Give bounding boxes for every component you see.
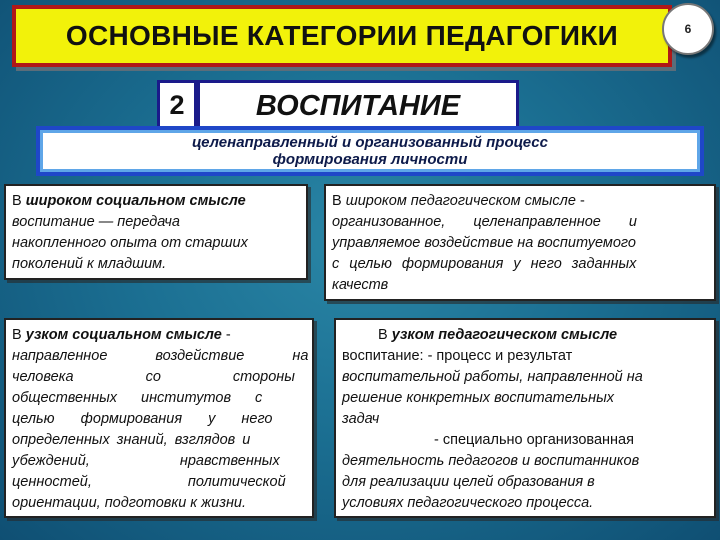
card-line: человека со стороны <box>12 369 295 385</box>
page-number-badge: 6 <box>662 3 714 55</box>
card-line: воспитательной работы, направленной на <box>342 369 643 385</box>
slide-title: ОСНОВНЫЕ КАТЕГОРИИ ПЕДАГОГИКИ <box>65 20 619 51</box>
card-line: деятельность педагогов и воспитанников <box>342 453 640 469</box>
card-line: накопленного опыта от старших <box>12 235 248 251</box>
card-line: для реализации целей образования в <box>342 474 595 490</box>
card-line: воспитание: - процесс и результат <box>342 348 573 364</box>
card-line: задач <box>342 411 380 427</box>
card-line: решение конкретных воспитательных <box>342 390 615 406</box>
card-line: В широком педагогическом смысле - <box>332 193 585 209</box>
section-title: ВОСПИТАНИЕ <box>197 80 519 130</box>
card-line: целью формирования у него <box>12 411 273 427</box>
card-line: определенных знаний, взглядов и <box>12 432 251 448</box>
section-number: 2 <box>157 80 197 130</box>
card-line: В узком социальном смысле - <box>12 327 231 343</box>
card-line: убеждений, нравственных <box>12 453 280 469</box>
definition-box <box>36 126 704 176</box>
card-line: В узком педагогическом смысле <box>378 327 618 343</box>
definition-line-1: целенаправленный и организованный процесс <box>192 134 548 151</box>
card-line: общественных институтов с <box>12 390 263 406</box>
card-line: ориентации, подготовки к жизни. <box>12 495 247 511</box>
card-line: управляемое воздействие на воспитуемого <box>332 235 636 251</box>
slide-title-box <box>12 5 672 67</box>
card-line: качеств <box>332 277 389 293</box>
card-line: - специально организованная <box>434 432 634 448</box>
card-line: организованное, целенаправленное и <box>332 214 637 230</box>
card-line: воспитание — передача <box>12 214 180 230</box>
card-line: ценностей, политической <box>12 474 286 490</box>
card-broad-social <box>4 184 308 280</box>
definition-line-2: формирования личности <box>272 151 468 168</box>
card-line: поколений к младшим. <box>12 256 167 272</box>
card-broad-pedagogical <box>324 184 716 301</box>
card-line: направленное воздействие на <box>12 348 309 364</box>
card-line: В широком социальном смысле <box>12 193 246 209</box>
card-narrow-social <box>4 318 314 518</box>
card-line: с целью формирования у него заданных <box>332 256 637 272</box>
card-line: условиях педагогического процесса. <box>342 495 594 511</box>
card-narrow-pedagogical <box>334 318 716 518</box>
